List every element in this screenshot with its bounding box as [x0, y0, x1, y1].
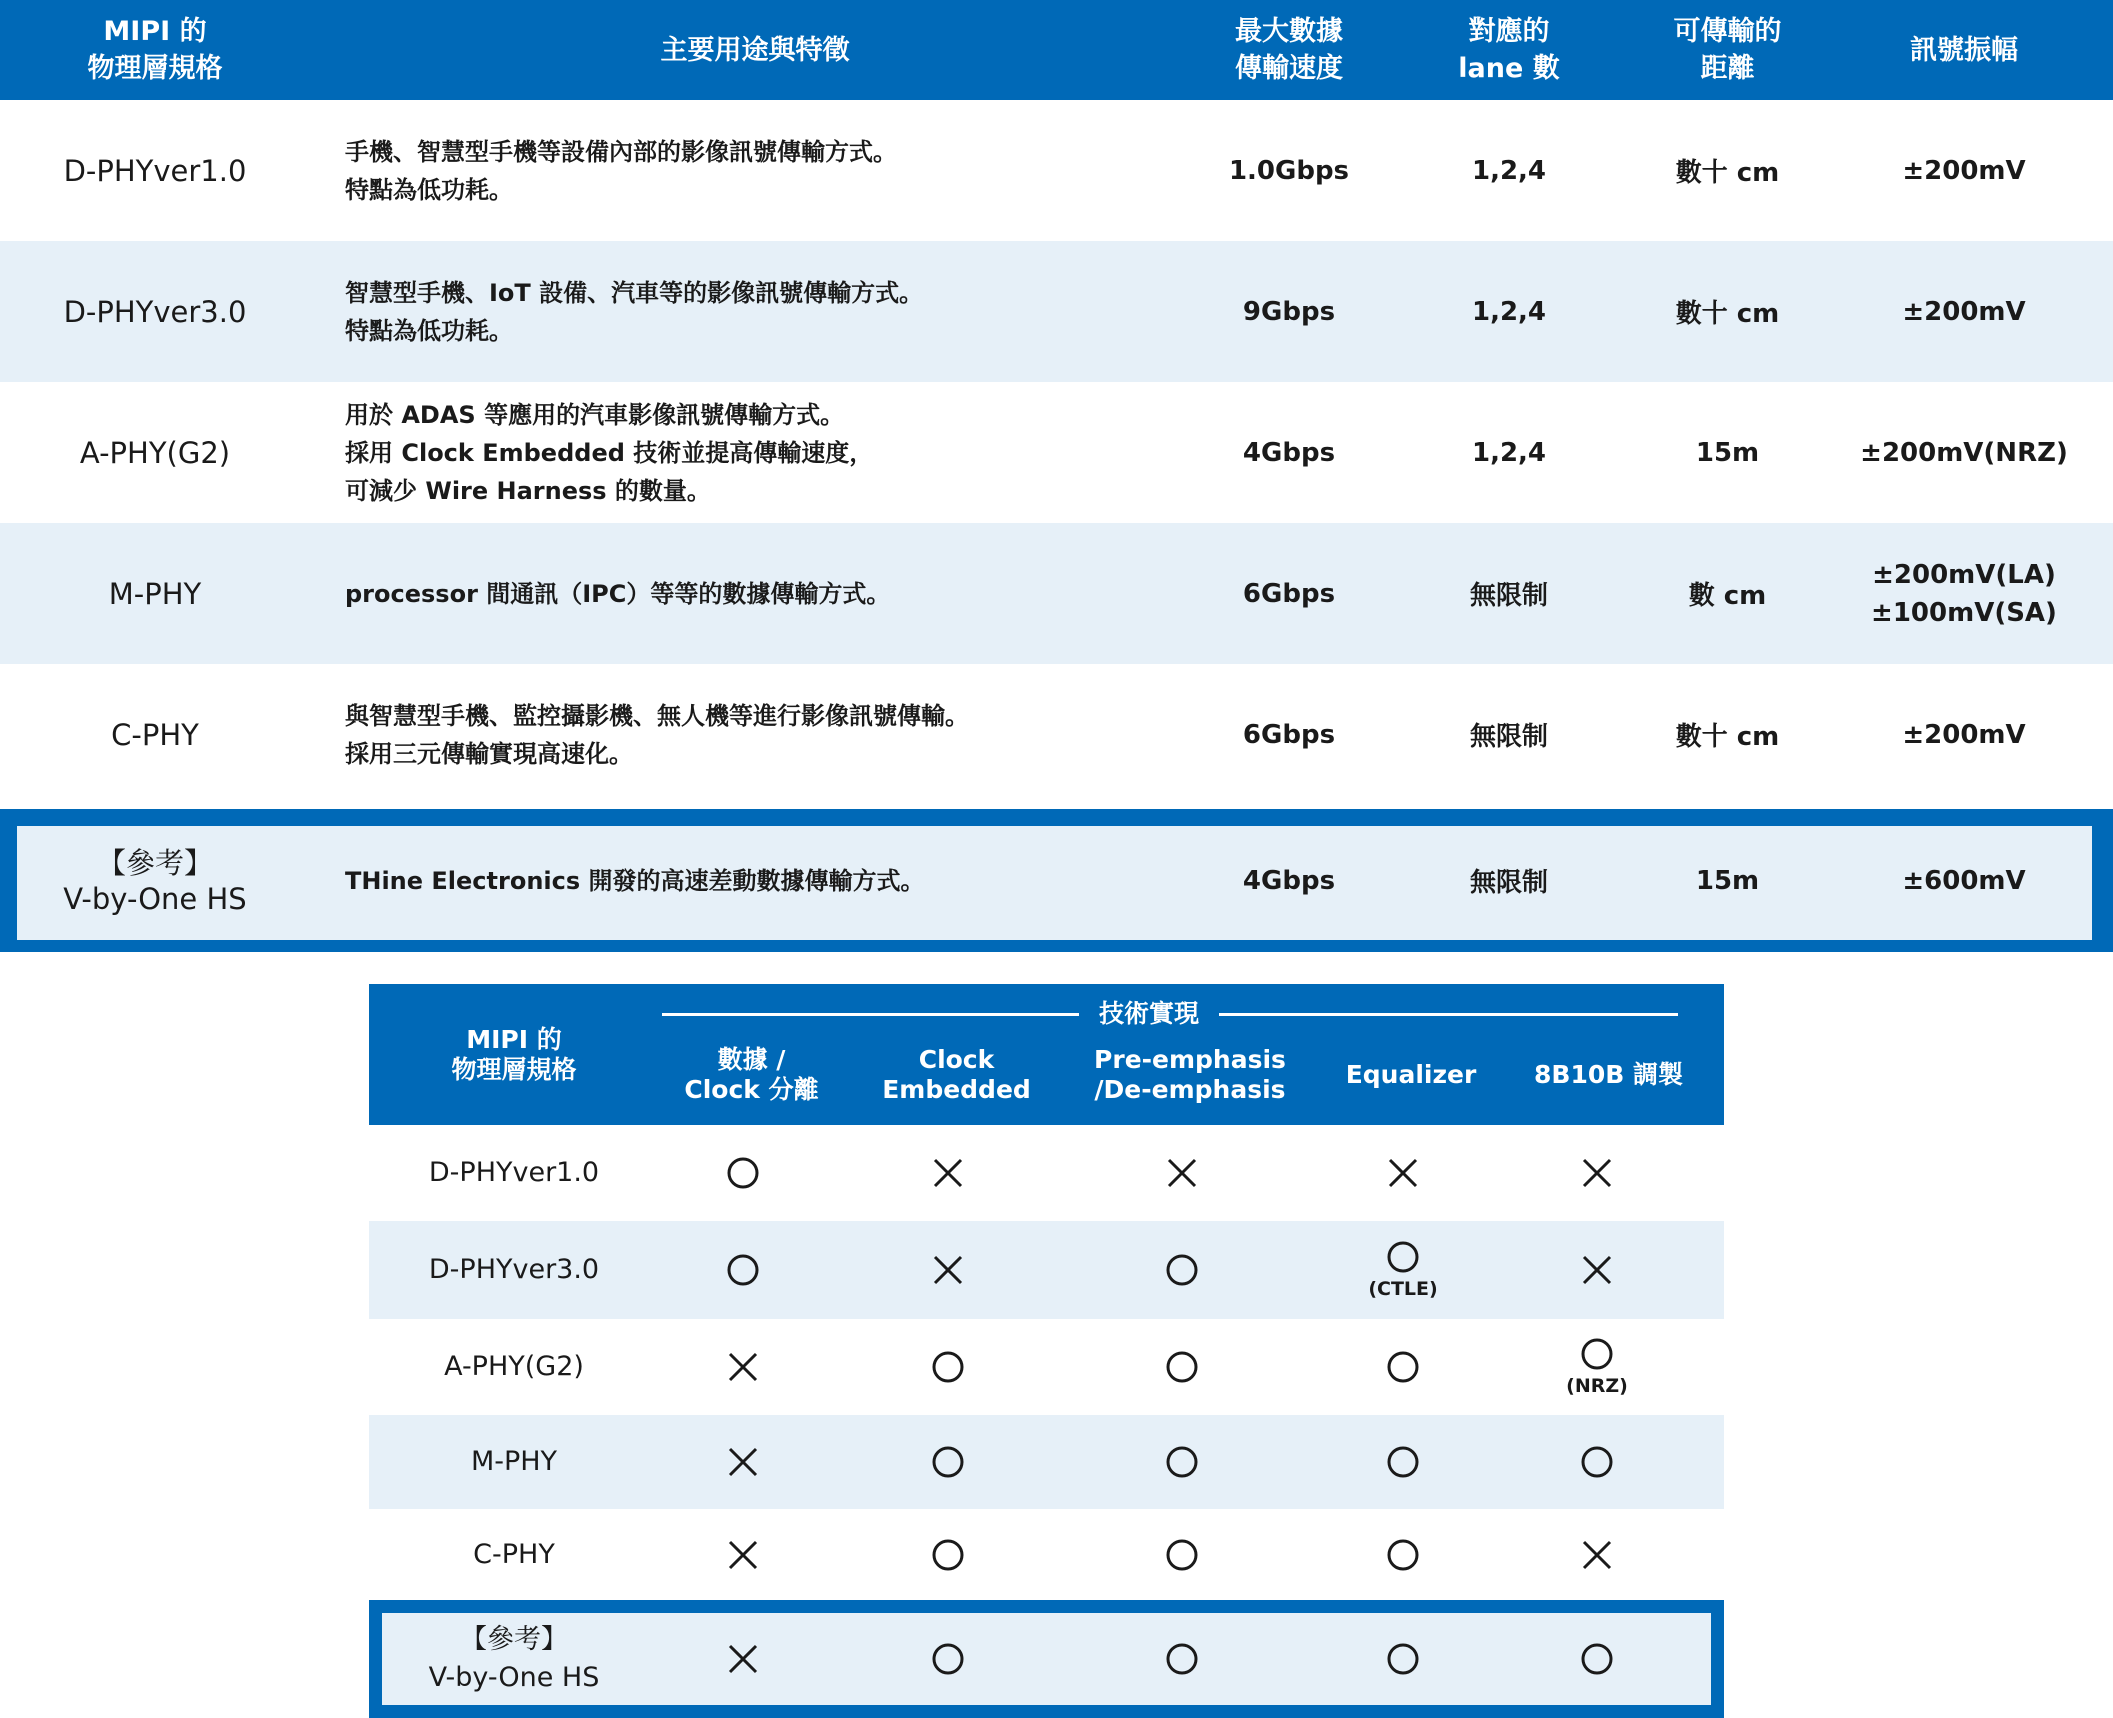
- circle-mark-icon: [1386, 1642, 1420, 1676]
- mark-note: (NRZ): [1566, 1375, 1628, 1397]
- col-header-lanes: 對應的 lane 數: [1458, 16, 1560, 84]
- spec-name: M-PHY: [470, 1446, 558, 1477]
- spec-name: M-PHY: [108, 576, 202, 611]
- lane-count: 無限制: [1469, 581, 1548, 611]
- table-row: [369, 1509, 1724, 1600]
- distance: 數十 cm: [1675, 299, 1780, 329]
- cross-mark-icon: [931, 1156, 965, 1190]
- signal-amplitude: ±200mV(NRZ): [1860, 437, 2068, 468]
- circle-mark-icon: [1580, 1445, 1614, 1479]
- circle-mark-icon: [931, 1538, 965, 1572]
- circle-mark-icon: [1386, 1350, 1420, 1384]
- cross-mark-icon: [1580, 1253, 1614, 1287]
- circle-mark-icon: [931, 1445, 965, 1479]
- circle-mark-icon: [1165, 1642, 1199, 1676]
- usage-description: 智慧型手機、IoT 設備、汽車等的影像訊號傳輸方式。 特點為低功耗。: [345, 278, 924, 345]
- cross-mark-icon: [726, 1642, 760, 1676]
- cross-mark-icon: [931, 1253, 965, 1287]
- table-row: [0, 664, 2113, 805]
- spec-name: D-PHYver1.0: [428, 1157, 600, 1188]
- circle-mark-icon: [931, 1642, 965, 1676]
- max-speed: 6Gbps: [1242, 578, 1336, 609]
- col-header-amplitude: 訊號振幅: [1910, 34, 2018, 66]
- table-row: [369, 1221, 1724, 1319]
- max-speed: 4Gbps: [1242, 865, 1336, 896]
- col-header-spec: MIPI 的 物理層規格: [87, 16, 223, 84]
- max-speed: 9Gbps: [1242, 296, 1336, 327]
- distance: 15m: [1695, 865, 1760, 896]
- table-row: [369, 1125, 1724, 1221]
- signal-amplitude: ±200mV: [1902, 155, 2026, 186]
- col-header-equalizer: Equalizer: [1345, 1059, 1477, 1089]
- circle-mark-icon: [1386, 1538, 1420, 1572]
- usage-description: THine Electronics 開發的高速差動數據傳輸方式。: [345, 866, 925, 895]
- spec-name: C-PHY: [473, 1538, 555, 1570]
- col-header-usage: 主要用途與特徵: [660, 34, 850, 66]
- table-row: [0, 241, 2113, 382]
- spec-name: A-PHY(G2): [79, 435, 231, 470]
- mark-note: (CTLE): [1368, 1278, 1438, 1300]
- circle-mark-icon: [1165, 1253, 1199, 1287]
- col-header-spec: MIPI 的 物理層規格: [451, 1024, 577, 1084]
- signal-amplitude: ±200mV: [1902, 719, 2026, 750]
- usage-description: processor 間通訊（IPC）等等的數據傳輸方式。: [345, 579, 891, 608]
- circle-mark-icon: [726, 1156, 760, 1190]
- signal-amplitude: ±200mV(LA) ±100mV(SA): [1871, 559, 2057, 628]
- usage-description: 與智慧型手機、監控攝影機、無人機等進行影像訊號傳輸。 採用三元傳輸實現高速化。: [345, 701, 969, 768]
- distance: 數十 cm: [1675, 722, 1780, 752]
- circle-mark-icon: [1386, 1240, 1420, 1274]
- signal-amplitude: ±600mV: [1902, 865, 2026, 896]
- col-header-data-clock-separation: 數據 / Clock 分離: [684, 1044, 819, 1104]
- spec-name: D-PHYver1.0: [63, 153, 247, 188]
- distance: 數 cm: [1688, 581, 1767, 611]
- circle-mark-icon: [1165, 1350, 1199, 1384]
- distance: 15m: [1695, 437, 1760, 468]
- tech-table-header: [369, 984, 1724, 1125]
- lane-count: 1,2,4: [1471, 437, 1547, 468]
- max-speed: 6Gbps: [1242, 719, 1336, 750]
- max-speed: 4Gbps: [1242, 437, 1336, 468]
- cross-mark-icon: [1580, 1156, 1614, 1190]
- lane-count: 無限制: [1469, 868, 1548, 898]
- table-row: [369, 1319, 1724, 1415]
- spec-table-header: [0, 0, 2113, 100]
- circle-mark-icon: [1580, 1642, 1614, 1676]
- group-header-tech: 技術實現: [1079, 996, 1219, 1032]
- col-header-distance: 可傳輸的 距離: [1673, 16, 1782, 84]
- spec-name: 【參考】 V-by-One HS: [428, 1624, 600, 1693]
- spec-name: D-PHYver3.0: [63, 294, 247, 329]
- circle-mark-icon: [1580, 1337, 1614, 1371]
- col-header-speed: 最大數據 傳輸速度: [1235, 16, 1343, 84]
- spec-name: 【參考】 V-by-One HS: [63, 845, 247, 916]
- lane-count: 1,2,4: [1471, 296, 1547, 327]
- lane-count: 無限制: [1469, 722, 1548, 752]
- col-header-clock-embedded: Clock Embedded: [882, 1044, 1031, 1104]
- circle-mark-icon: [726, 1253, 760, 1287]
- cross-mark-icon: [726, 1538, 760, 1572]
- cross-mark-icon: [1580, 1538, 1614, 1572]
- circle-mark-icon: [1165, 1538, 1199, 1572]
- cross-mark-icon: [1165, 1156, 1199, 1190]
- spec-name: C-PHY: [111, 717, 199, 752]
- table-row: [0, 382, 2113, 523]
- table-row: [369, 1415, 1724, 1509]
- cross-mark-icon: [1386, 1156, 1420, 1190]
- spec-name: A-PHY(G2): [444, 1351, 584, 1382]
- usage-description: 用於 ADAS 等應用的汽車影像訊號傳輸方式。 採用 Clock Embedded 技術並提高傳輸速度， 可減少 Wire Harness 的數量。: [345, 400, 874, 505]
- cross-mark-icon: [726, 1445, 760, 1479]
- spec-name: D-PHYver3.0: [428, 1254, 600, 1285]
- col-header-8b10b: 8B10B 調製: [1534, 1059, 1683, 1089]
- circle-mark-icon: [1165, 1445, 1199, 1479]
- max-speed: 1.0Gbps: [1228, 155, 1350, 186]
- circle-mark-icon: [931, 1350, 965, 1384]
- usage-description: 手機、智慧型手機等設備內部的影像訊號傳輸方式。 特點為低功耗。: [345, 137, 897, 204]
- signal-amplitude: ±200mV: [1902, 296, 2026, 327]
- table-row: [369, 1600, 1724, 1718]
- col-header-pre-emphasis: Pre-emphasis /De-emphasis: [1094, 1044, 1286, 1104]
- table-row: [0, 100, 2113, 241]
- lane-count: 1,2,4: [1471, 155, 1547, 186]
- circle-mark-icon: [1386, 1445, 1420, 1479]
- distance: 數十 cm: [1675, 158, 1780, 188]
- cross-mark-icon: [726, 1350, 760, 1384]
- table-row: [0, 523, 2113, 664]
- table-row: [0, 810, 2113, 951]
